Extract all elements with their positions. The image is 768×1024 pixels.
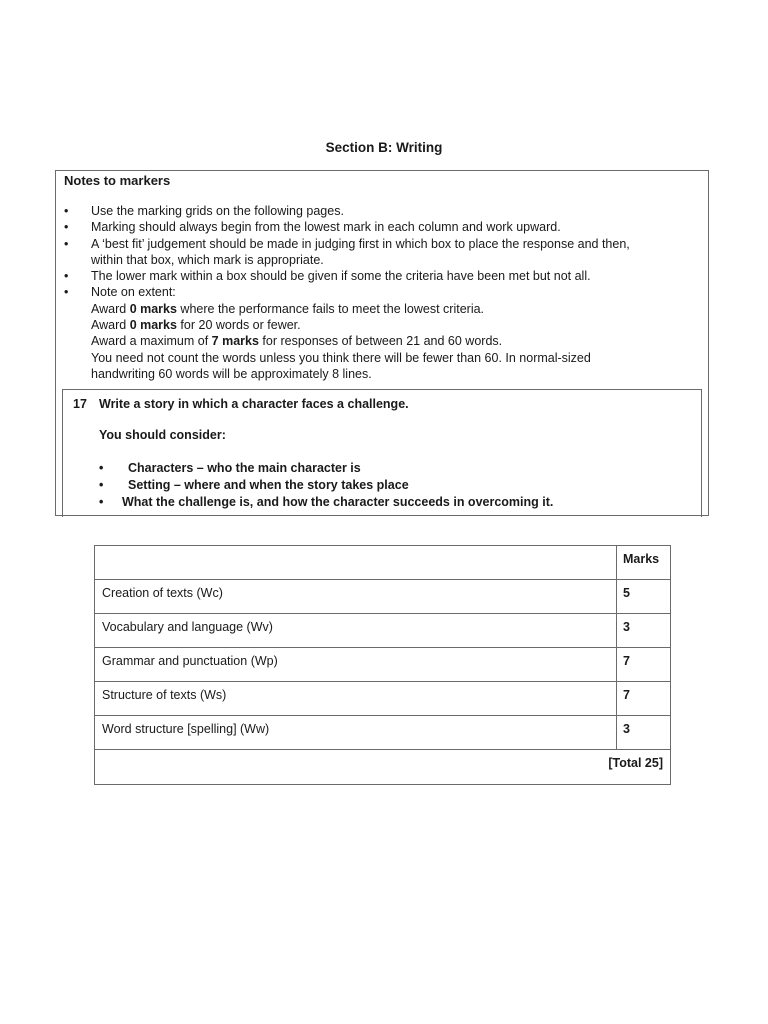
marks-header-row xyxy=(95,546,671,580)
note-item: • A ‘best fit’ judgement should be made in judging first in which box to place the response and then, within that box, which mark is appropriate. xyxy=(64,236,630,267)
criterion-cell: Grammar and punctuation (Wp) xyxy=(95,648,617,682)
bullet-icon: • xyxy=(99,478,104,492)
bullet-icon: • xyxy=(64,236,69,251)
bullet-icon: • xyxy=(64,285,69,300)
marks-cell: 3 xyxy=(617,614,671,648)
criterion-cell: Creation of texts (Wc) xyxy=(95,580,617,614)
table-row xyxy=(95,614,671,648)
marks-cell: 3 xyxy=(617,716,671,750)
note-item: • Marking should always begin from the lowest mark in each column and work upward. xyxy=(64,220,561,235)
header-blank-cell xyxy=(95,546,617,580)
marks-table xyxy=(94,545,671,785)
question-points xyxy=(99,460,553,511)
criterion-cell: Word structure [spelling] (Ww) xyxy=(95,716,617,750)
note-item: • Use the marking grids on the following pages. xyxy=(64,204,344,218)
extent-count-note: You need not count the words unless you think there will be fewer than 60. In normal-sized xyxy=(91,350,591,365)
question-box xyxy=(62,389,702,517)
note-item-extent: • Note on extent: Award 0 marks where the performance fails to meet the lowest criteria. Award 0 marks for 20 words or fewer. Award a maximum of 7 marks for responses of between 21 and 60 words. You need not count the words unless you think there will be fewer than 60. In normal-sized handwriting 60 words will be approximately 8 lines. xyxy=(64,284,704,382)
question-point: • Setting – where and when the story takes place xyxy=(99,478,409,492)
extent-award-zero: Award 0 marks where the performance fails to meet the lowest criteria. xyxy=(91,301,485,316)
note-item: • The lower mark within a box should be given if some the criteria have been met but not all. xyxy=(64,269,591,284)
question-point: • What the challenge is, and how the character succeeds in overcoming it. xyxy=(99,495,554,509)
table-row xyxy=(95,682,671,716)
question-number: 17 xyxy=(73,397,87,411)
table-row xyxy=(95,648,671,682)
extent-award-words: Award 0 marks for 20 words or fewer. xyxy=(91,318,301,333)
total-cell: [Total 25] xyxy=(95,750,671,785)
table-row xyxy=(95,716,671,750)
extent-award-max: Award a maximum of 7 marks for responses of between 21 and 60 words. xyxy=(91,334,503,349)
marks-cell: 7 xyxy=(617,682,671,716)
bullet-icon: • xyxy=(99,495,104,509)
total-row xyxy=(95,750,671,785)
question-point: • Characters – who the main character is xyxy=(99,461,361,475)
table-row xyxy=(95,580,671,614)
notes-list xyxy=(64,203,704,382)
marks-cell: 7 xyxy=(617,648,671,682)
criterion-cell: Vocabulary and language (Wv) xyxy=(95,614,617,648)
question-consider: You should consider: xyxy=(99,428,226,442)
notes-title: Notes to markers xyxy=(64,173,171,188)
bullet-icon: • xyxy=(64,204,69,218)
question-prompt: Write a story in which a character faces a challenge. xyxy=(99,397,409,411)
bullet-icon: • xyxy=(64,269,69,284)
criterion-cell: Structure of texts (Ws) xyxy=(95,682,617,716)
marks-cell: 5 xyxy=(617,580,671,614)
extent-count-note-2: handwriting 60 words will be approximately 8 lines. xyxy=(91,366,372,381)
marks-header: Marks xyxy=(617,546,671,580)
bullet-icon: • xyxy=(99,461,104,475)
bullet-icon: • xyxy=(64,220,69,235)
notes-to-markers-box xyxy=(55,170,709,516)
section-heading: Section B: Writing xyxy=(325,140,443,155)
